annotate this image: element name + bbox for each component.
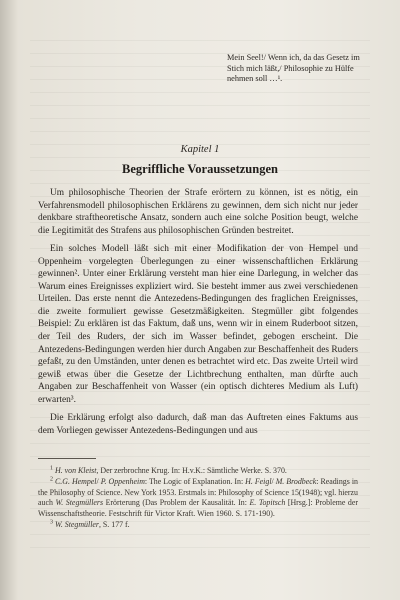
footnote-author: E. Topitsch bbox=[249, 498, 286, 508]
footnote-text: : Readings in the Philosophy of Science. New York 1953. Erstmals in: Philosophy of Science 15(1948); vgl. hierzu auch bbox=[38, 477, 358, 508]
footnote-author: M. Brodbeck bbox=[275, 477, 317, 487]
footnote-author: W. Stegmüller bbox=[54, 520, 99, 530]
footnote-text: : The Logic of Explanation. In: bbox=[144, 477, 246, 487]
footnote-text: Erörterung (Das Problem der Kausalität. In: bbox=[103, 498, 250, 508]
footnote-marker: 2 bbox=[50, 476, 53, 483]
chapter-label: Kapitel 1 bbox=[180, 144, 220, 155]
footnote-author: P. Oppenheim bbox=[100, 477, 145, 487]
footnote-1 bbox=[38, 466, 358, 476]
footnote-marker: 1 bbox=[50, 465, 53, 472]
chapter-motto: Mein Seel!/ Wenn ich, da das Gesetz im Stich mich läßt,/ Philosophie zu Hülfe nehmen soll …¹. bbox=[227, 53, 360, 84]
body-text bbox=[38, 187, 358, 437]
footnote-2: $^2$ C.G. Hempel/ P. Oppenheim: The Logic of Explanation. In: H. Feigl/ M. Brodbeck: Readings in the Philosophy of Science. New York 1953. Erstmals in: Philosophy of Science 15(1948); vgl. hierzu auch W. Stegmüllers Erörterung (Das Problem der Kausalität. In: E. Topitsch [Hrsg.]: Probleme der Wissenschaftstheorie. Festschrift für Victor Kraft. Wien 1960. S. 171-190). bbox=[38, 476, 358, 518]
footnote-author: H. Feigl bbox=[245, 477, 272, 487]
chapter-title: Begriffliche Voraussetzungen bbox=[122, 162, 278, 176]
footnote-author: H. von Kleist bbox=[54, 466, 97, 475]
footnote-text: , S. 177 f. bbox=[98, 520, 130, 530]
footnote-author: C.G. Hempel bbox=[55, 477, 97, 487]
paragraph: Die Erklärung erfolgt also dadurch, daß man das Auftreten eines Faktums aus dem Vorliegen gewisser Antezedens-Bedingungen und aus bbox=[38, 413, 358, 436]
footnote-author: W. Stegmüllers bbox=[55, 498, 104, 508]
page-gutter-shadow bbox=[0, 0, 18, 600]
paragraph: Um philosophische Theorien der Strafe erörtern zu können, ist es nötig, ein Verfahrensmodell philosophischen Erklärens zu gewinnen, dem sich nicht nur jeder denkbare straftheoretische Ansatz, sondern auch eine solche Position beugt, welche die Legitimität des Strafens aus philosophischen Gründen bestreitet. bbox=[38, 188, 358, 236]
paragraph: Ein solches Modell läßt sich mit einer Modifikation der von Hempel und Oppenheim vorgelegten Überlegungen zu einer wissenschaftlichen Erklärung gewinnen². Unter einer Erklärung versteht man hier eine Darlegung, in welcher das Warum eines Ereignisses expliziert wird. Sie besteht immer aus zwei verschiedenen Urteilen. Das erste nennt die Antezedens-Bedingungen des fraglichen Ereignisses, die zweite formuliert gewisse Gesetzmäßigkeiten. Stegmüller gibt folgendes Beispiel: Zu erklären ist das Faktum, daß uns, wenn wir in einem Ruderboot sitzen, der Teil des Ruders, der sich im Wasser befindet, gebogen erscheint. Die Antezedens-Bedingungen werden hier durch Angaben zur Beschaffenheit des Ruders gefaßt, zu den Umständen, unter denen es betrachtet wird etc. Das zweite Urteil wird gewiß etwas über die Gesetze der Lichtbrechung enthalten, man dürfte auch Angaben zur Beschaffenheit von Wasser (ein optisch dichteres Medium als Luft) erwarten³. bbox=[38, 244, 358, 405]
footnote-3 bbox=[38, 520, 358, 530]
footnote-text: , Der zerbrochne Krug. In: H.v.K.: Sämtliche Werke. S. 370. bbox=[96, 466, 287, 475]
footnote-marker: 3 bbox=[50, 519, 53, 526]
footnotes bbox=[38, 466, 358, 530]
footnote-text: [Hrsg.]: Probleme der Wissenschaftstheorie. Festschrift für Victor Kraft. Wien 1960. S. 171-190). bbox=[38, 498, 358, 518]
footnote-separator bbox=[38, 458, 96, 459]
